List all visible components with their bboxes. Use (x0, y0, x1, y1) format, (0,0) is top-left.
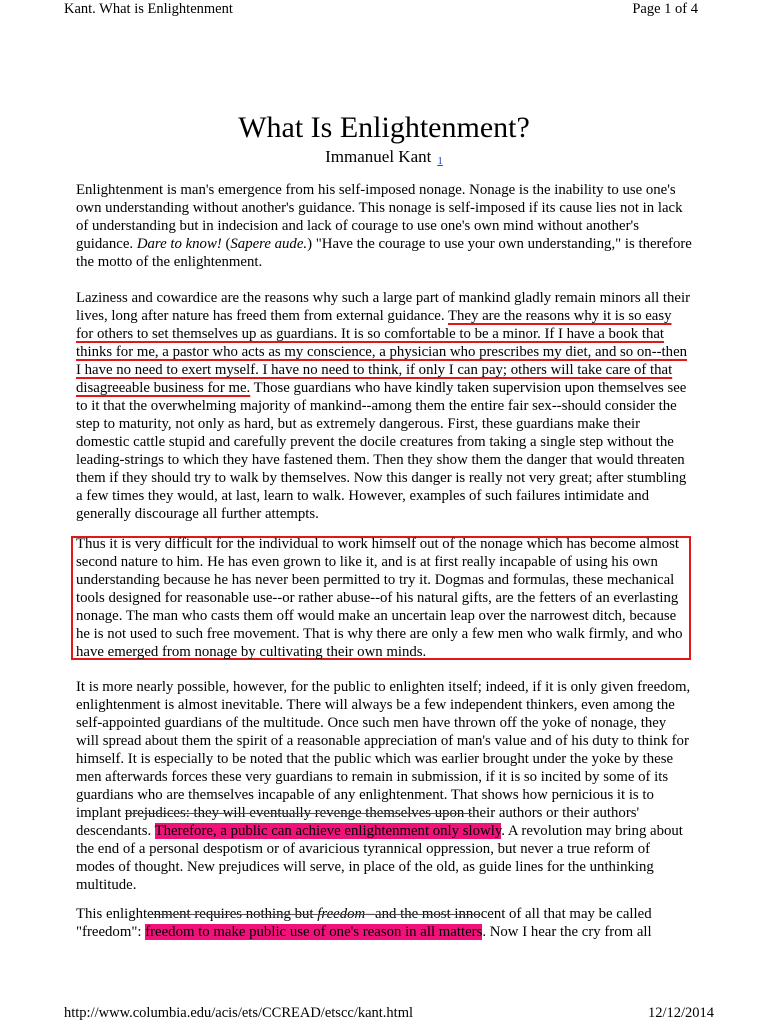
paragraph-3: Thus it is very difficult for the individual to work himself out of the nonage which has become almost second nature to him. He has even grown to like it, and is at first really incapable of using his own understanding because he has never been permitted to try it. Dogmas and formulas, these mechanical tools designed for reasonable use--or rather abuse--of his natural gifts, are the fetters of an everlasting nonage. The man who casts them off would make an uncertain leap over the narrowest ditch, because he is not used to such free movement. That is why there are only a few men who walk firmly, and who have emerged from nonage by cultivating their own minds. (76, 536, 683, 660)
paragraph-2-text-a: Laziness and cowardice are the reasons why such a large part of mankind gladly remain minors all their lives, long after nature has freed them from external guidance. (76, 290, 690, 324)
paragraph-4-text-b: heir authors or their authors' descendants. (76, 805, 640, 839)
footnote-link[interactable]: 1 (437, 155, 443, 167)
paragraph-4-text-a: It is more nearly possible, however, for the public to enlighten itself; indeed, if it is only given freedom, enlightenment is almost inevitable. There will always be a few independent thinkers, even among the self-appointed guardians of the multitude. Once such men have thrown off the yoke of nonage, they will spread about them the spirit of a reasonable appreciation of man's value and of his duty to think for himself. It is especially to be noted that the public which was earlier brought under the yoke by these men afterwards forces these very guardians to remain in submission, if it is so incited by some of its guardians who are themselves incapable of any enlightenment. That shows how pernicious it is to implant (76, 679, 691, 821)
footer-date: 12/12/2014 (647, 1005, 714, 1021)
paragraph-5-text-c: . Now I hear the cry from all (482, 924, 652, 940)
strikethrough-annotation: prejudices: they will eventually revenge themselves upon t (124, 805, 473, 821)
dare-to-know: Dare to know! (136, 236, 222, 252)
paragraph-4-text-c: . A revolution may bring about the end of a personal despotism or of avaricious tyrannical oppression, but never a true reform of modes of thought. New prejudices will serve, in place of the old, as guide lines for the unthinking multitude. (76, 823, 683, 893)
strikethrough-annotation-1: enment requires nothing but (147, 906, 318, 922)
pink-highlight-annotation-2: freedom to make public use of one's reason in all matters (145, 924, 483, 940)
paragraph-1-text-a: Enlightenment is man's emergence from his self-imposed nonage. Nonage is the inability to use one's own understanding without another's guidance. This nonage is self-imposed if its cause lies not in lack of understanding but in indecision and lack of courage to use one's own mind without another's guidance. (76, 182, 683, 252)
freedom-italic: freedom (317, 906, 366, 922)
paragraph-1 (76, 181, 692, 271)
header-page-number: Page 1 of 4 (632, 1, 698, 17)
paragraph-5 (76, 905, 692, 941)
paragraph-1-text-b: ( (221, 236, 231, 252)
header-document-title: Kant. What is Enlightenment (64, 1, 233, 17)
paragraph-5-text-a: This enlight (76, 906, 148, 922)
paragraph-1-text-c: ) "Have the courage to use your own understanding," is therefore the motto of the enlightenment. (76, 236, 692, 270)
paragraph-2-text-b: Those guardians who have kindly taken supervision upon themselves see to it that the overwhelming majority of mankind--among them the entire fair sex--should consider the step to maturity, not only as hard, but as extremely dangerous. First, these guardians make their domestic cattle stupid and carefully prevent the docile creatures from taking a single step without the leading-strings to which they have fastened them. Then they show them the danger that would threaten them if they should try to walk by themselves. Now this danger is really not very great; after stumbling a few times they would, at last, learn to walk. However, examples of such failures intimidate and generally discourage all further attempts. (76, 380, 687, 522)
strikethrough-annotation-2: --and the most inno (365, 906, 481, 922)
paragraph-2 (76, 289, 692, 523)
paragraph-5-text-b: cent of all that may be called "freedom": (76, 906, 652, 940)
author-name: Immanuel Kant (325, 147, 432, 166)
author-line (0, 147, 768, 171)
footer-url[interactable]: http://www.columbia.edu/acis/ets/CCREAD/etscc/kant.html (64, 1005, 414, 1021)
sapere-aude: Sapere aude. (230, 236, 308, 252)
pink-highlight-annotation: Therefore, a public can achieve enlightenment only slowly (154, 823, 502, 839)
page-title: What Is Enlightenment? (238, 111, 530, 144)
paragraph-4 (76, 678, 692, 894)
red-underline-annotation: They are the reasons why it is so easy for others to set themselves up as guardians. It is so comfortable to be a minor. If I have a book that thinks for me, a pastor who acts as my conscience, a physician who prescribes my diet, and so on--then I have no need to exert myself. I have no need to think, if only I can pay; others will take care of that disagreeable business for me. (76, 308, 688, 396)
